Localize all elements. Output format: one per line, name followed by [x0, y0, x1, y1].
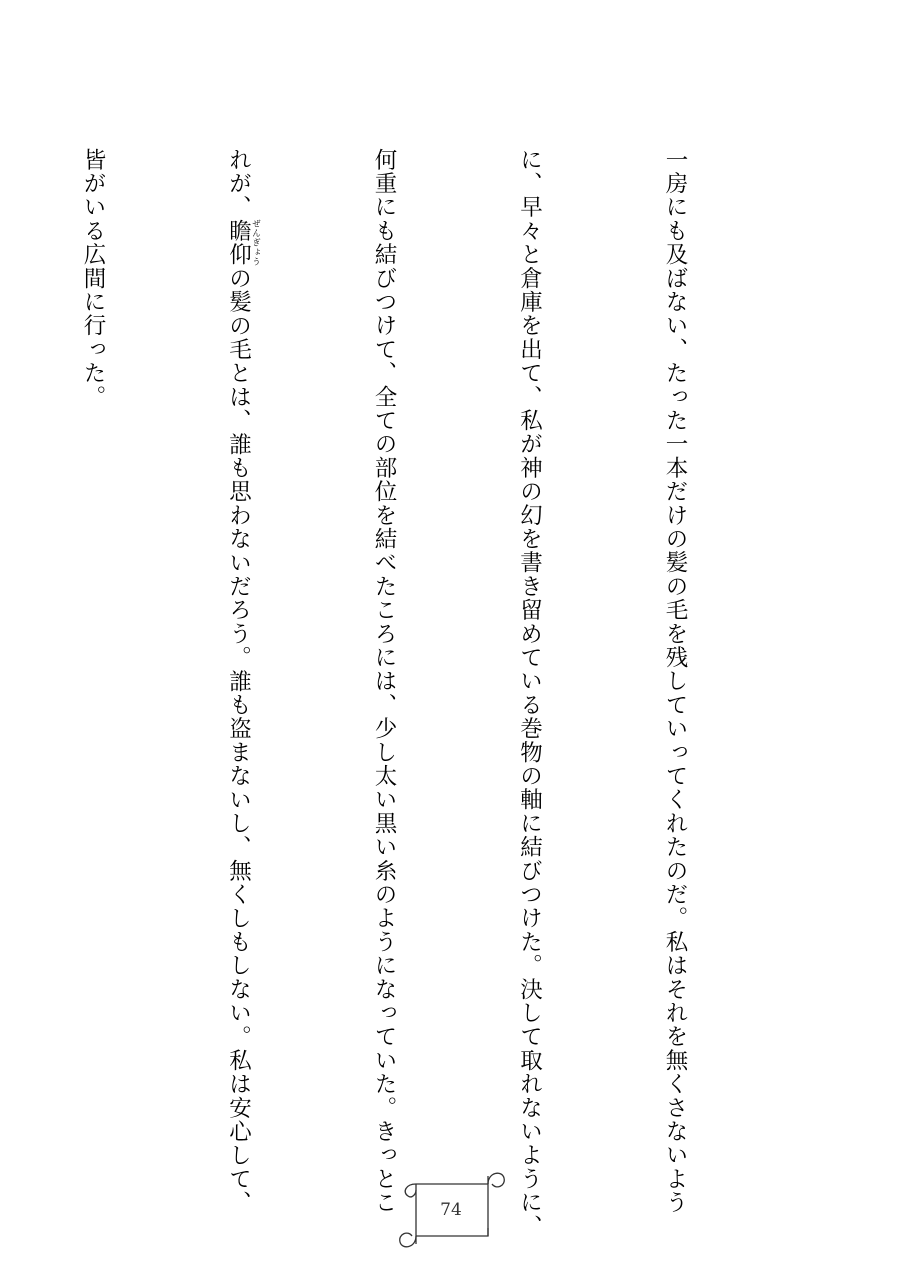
- text-line: に、早々と倉庫を出て、私が神の幻を書き留めている巻物の軸に結びつけた。決して取れないように、: [516, 148, 543, 1239]
- text-line: 一房にも及ばない、たった一本だけの髪の毛を残していってくれたのだ。私はそれを無くさないよう: [662, 148, 688, 1215]
- text-line: 何重にも結びつけて、全ての部位を結べたころには、少し太い黒い糸のようになっていた。きっとこ: [371, 148, 397, 1215]
- page-number: 74: [440, 1200, 462, 1220]
- ruby-annotation: 瞻仰 ぜんぎょう: [225, 219, 261, 267]
- text-line: 皆がいる広間に行った。: [80, 148, 106, 409]
- text-line: れが、瞻仰 ぜんぎょうの髪の毛とは、誰も思わないだろう。誰も盗まないし、無くしもしない。私は安心して、: [225, 148, 261, 1215]
